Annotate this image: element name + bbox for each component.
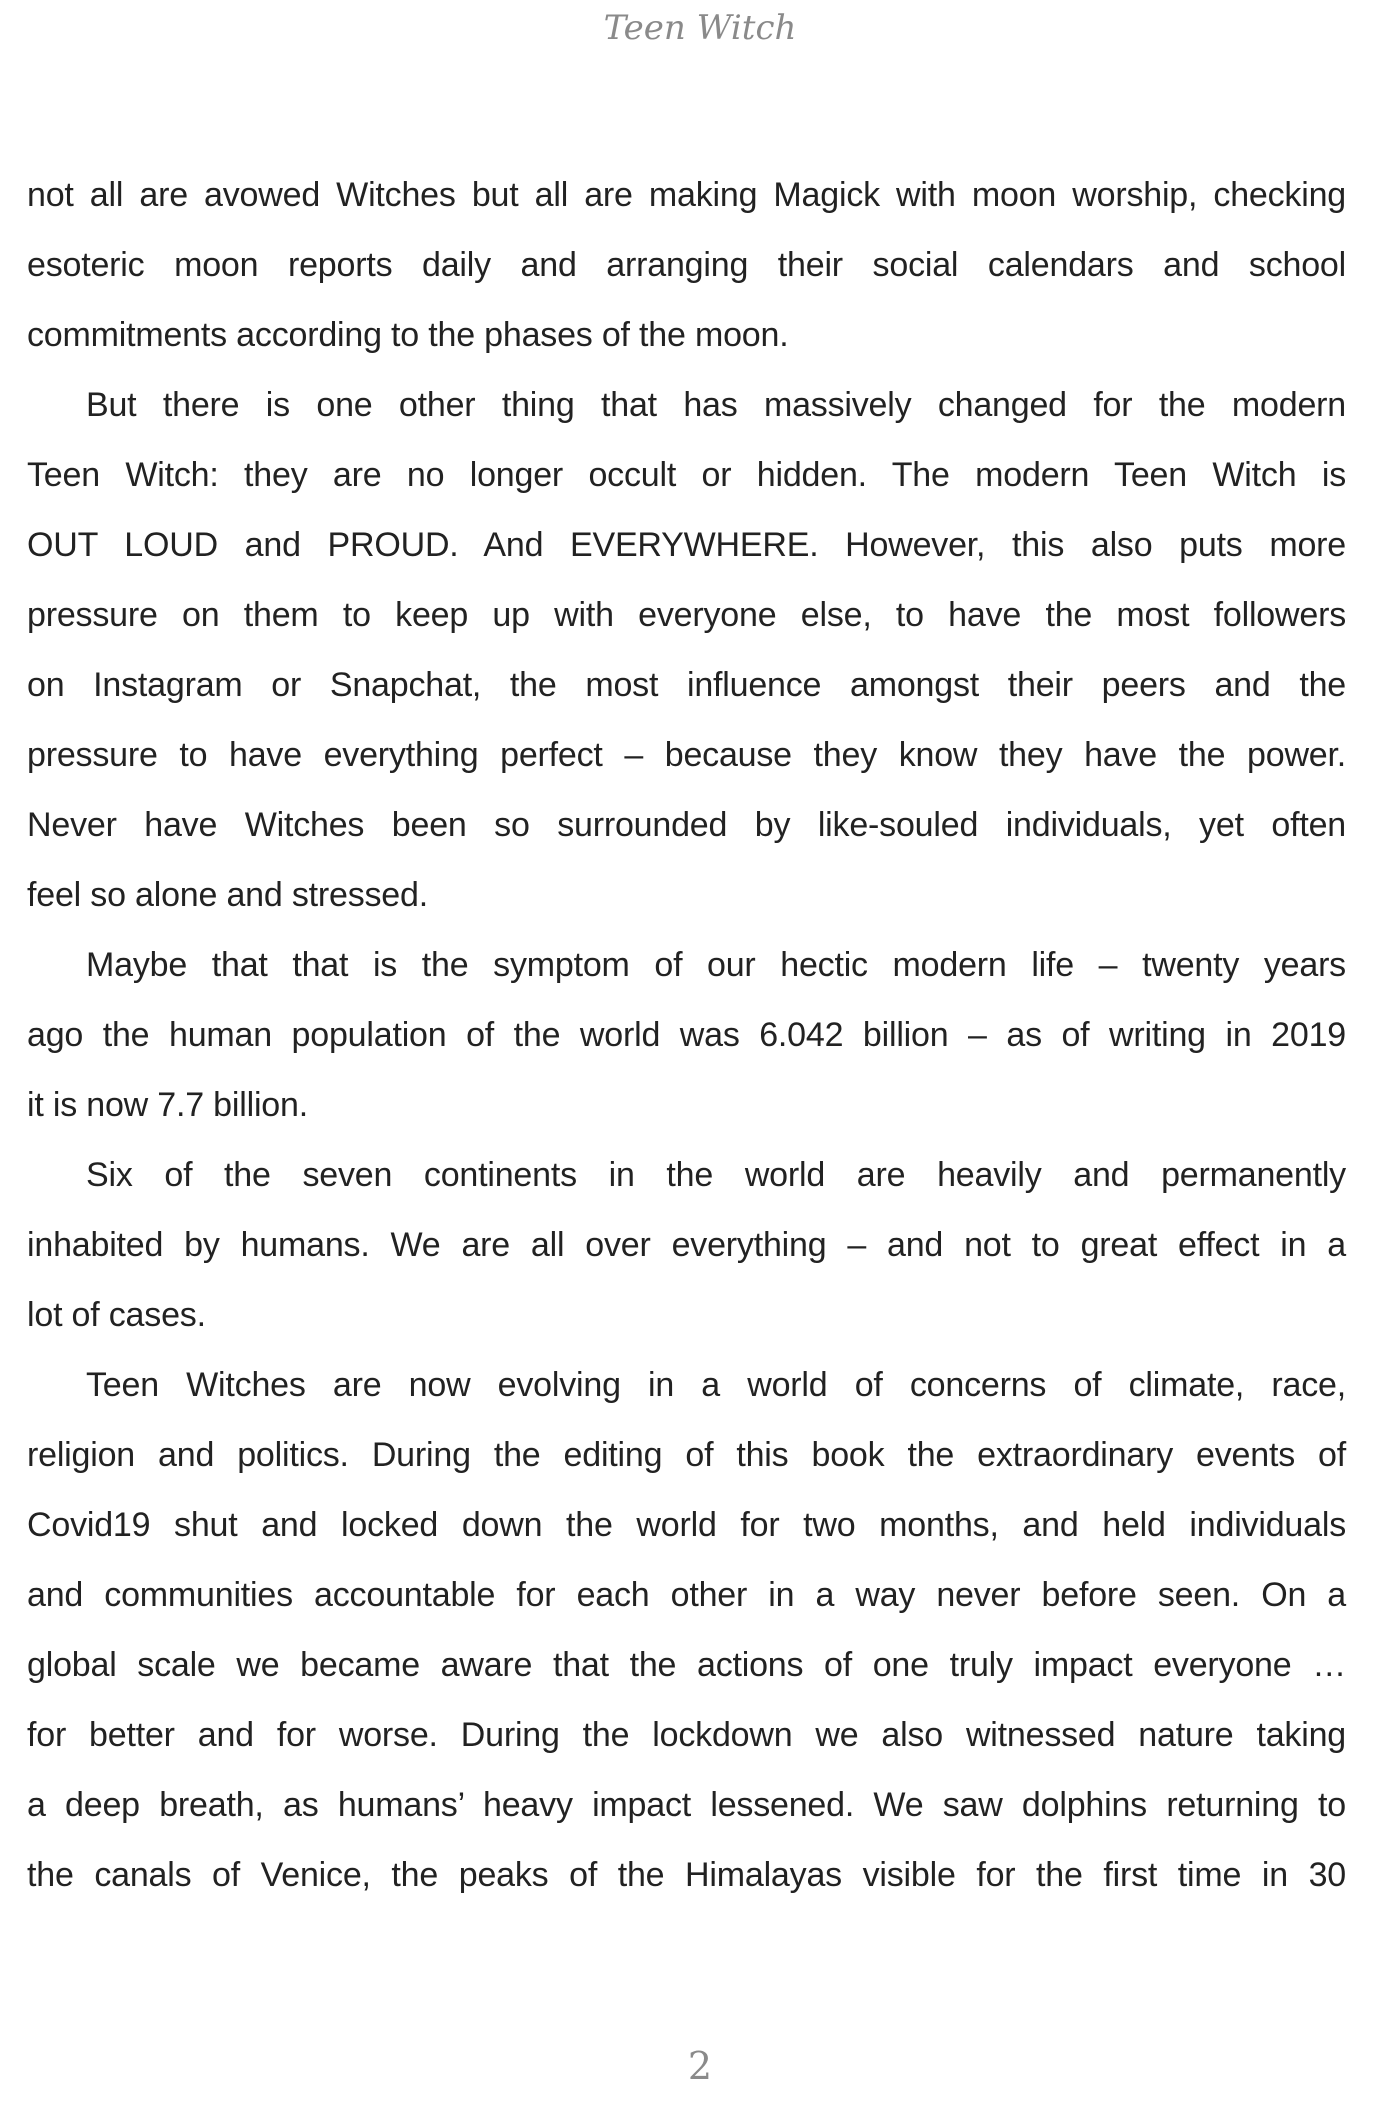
page-number: 2 — [687, 2044, 713, 2088]
text-line: pressure on them to keep up with everyone else, to have the most followers — [27, 596, 1346, 634]
text-line: lot of cases. — [27, 1296, 206, 1334]
text-line: a deep breath, as humans’ heavy impact lessened. We saw dolphins returning to — [27, 1786, 1346, 1824]
text-line: Maybe that that is the symptom of our hectic modern life – twenty years — [86, 946, 1346, 984]
text-line: Six of the seven continents in the world are heavily and permanently — [86, 1156, 1346, 1194]
text-line: ago the human population of the world was 6.042 billion – as of writing in 2019 — [27, 1016, 1346, 1054]
text-line: Never have Witches been so surrounded by like-souled individuals, yet often — [27, 806, 1346, 844]
text-line: for better and for worse. During the lockdown we also witnessed nature taking — [27, 1716, 1346, 1754]
text-line: Covid19 shut and locked down the world for two months, and held individuals — [27, 1506, 1346, 1544]
text-line: esoteric moon reports daily and arranging their social calendars and school — [27, 246, 1346, 284]
text-line: OUT LOUD and PROUD. And EVERYWHERE. However, this also puts more — [27, 526, 1346, 564]
text-line: not all are avowed Witches but all are making Magick with moon worship, checking — [27, 176, 1346, 214]
text-line: But there is one other thing that has massively changed for the modern — [86, 386, 1346, 424]
text-line: the canals of Venice, the peaks of the Himalayas visible for the first time in 30 — [27, 1856, 1346, 1894]
text-line: it is now 7.7 billion. — [27, 1086, 308, 1124]
text-line: Teen Witches are now evolving in a world of concerns of climate, race, — [86, 1366, 1346, 1404]
text-line: global scale we became aware that the actions of one truly impact everyone … — [27, 1646, 1346, 1684]
text-line: on Instagram or Snapchat, the most influence amongst their peers and the — [27, 666, 1346, 704]
text-line: inhabited by humans. We are all over everything – and not to great effect in a — [27, 1226, 1346, 1264]
text-line: commitments according to the phases of the moon. — [27, 316, 789, 354]
text-line: and communities accountable for each other in a way never before seen. On a — [27, 1576, 1346, 1614]
text-line: pressure to have everything perfect – because they know they have the power. — [27, 736, 1346, 774]
running-header: Teen Witch — [603, 8, 797, 48]
body-text — [27, 170, 1346, 1920]
text-line: religion and politics. During the editing of this book the extraordinary events of — [27, 1436, 1346, 1474]
text-line: feel so alone and stressed. — [27, 876, 428, 914]
text-line: Teen Witch: they are no longer occult or hidden. The modern Teen Witch is — [27, 456, 1346, 494]
